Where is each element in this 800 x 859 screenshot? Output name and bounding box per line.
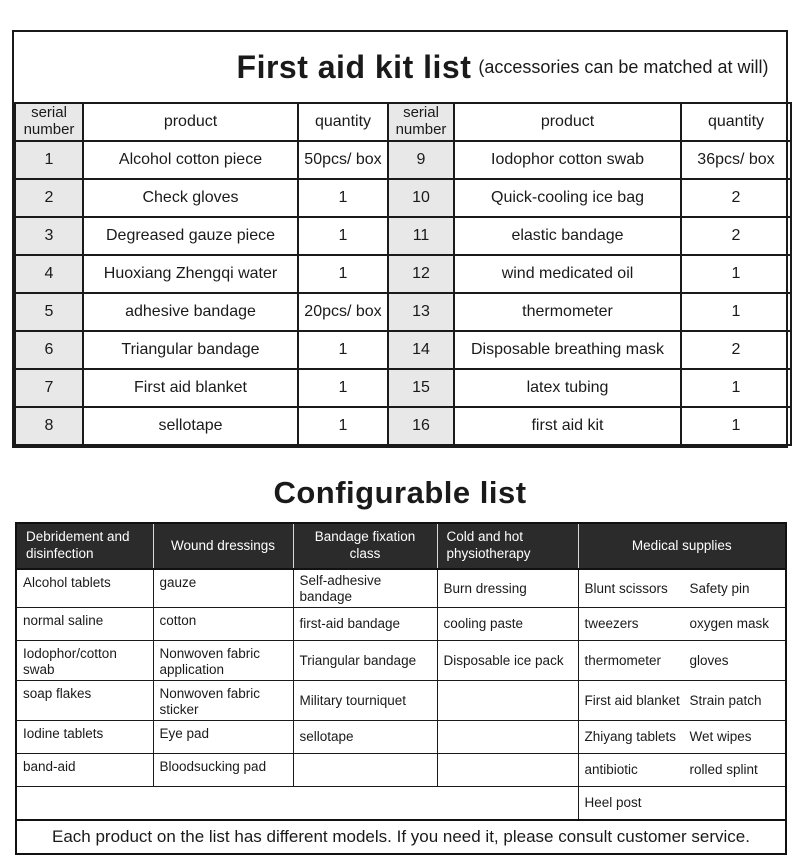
product-cell: Disposable breathing mask	[454, 331, 681, 369]
product-cell: Alcohol cotton piece	[83, 141, 298, 179]
table-row	[15, 407, 791, 445]
footer-note: Each product on the list has different models. If you need it, please consult customer service.	[16, 820, 786, 854]
column-header-debridement: Debridement and disinfection	[16, 523, 153, 569]
quantity-cell: 2	[681, 331, 791, 369]
config-cell: Heel post	[578, 787, 786, 820]
table-row	[16, 569, 786, 608]
quantity-cell: 2	[681, 179, 791, 217]
config-cell	[437, 681, 578, 721]
table-row	[15, 217, 791, 255]
serial-cell: 12	[388, 255, 454, 293]
config-cell: Wet wipes	[689, 729, 752, 745]
config-cell-pair	[578, 681, 786, 721]
table-row	[16, 754, 786, 787]
config-cell: first-aid bandage	[293, 608, 437, 641]
product-cell: Quick-cooling ice bag	[454, 179, 681, 217]
config-cell: gloves	[689, 652, 729, 668]
config-cell: First aid blanket	[584, 692, 680, 708]
column-header-serial-right: serial number	[388, 103, 454, 141]
config-cell: Self-adhesive bandage	[293, 569, 437, 608]
column-header-medical-supplies: Medical supplies	[578, 523, 786, 569]
serial-cell: 6	[15, 331, 83, 369]
config-cell: Eye pad	[153, 721, 293, 754]
product-cell: adhesive bandage	[83, 293, 298, 331]
quantity-cell: 1	[298, 407, 388, 445]
config-cell-pair	[578, 608, 786, 641]
serial-cell: 9	[388, 141, 454, 179]
config-cell: rolled splint	[689, 762, 758, 778]
config-cell: Iodophor/cotton swab	[16, 641, 153, 681]
config-cell: antibiotic	[584, 762, 638, 778]
config-cell	[293, 754, 437, 787]
config-cell: gauze	[153, 569, 293, 608]
config-cell: normal saline	[16, 608, 153, 641]
product-cell: first aid kit	[454, 407, 681, 445]
config-cell: Disposable ice pack	[437, 641, 578, 681]
quantity-cell: 1	[681, 407, 791, 445]
config-cell: Nonwoven fabric sticker	[153, 681, 293, 721]
table-row	[16, 681, 786, 721]
serial-cell: 10	[388, 179, 454, 217]
quantity-cell: 20pcs/ box	[298, 293, 388, 331]
config-cell: soap flakes	[16, 681, 153, 721]
config-cell: cotton	[153, 608, 293, 641]
serial-cell: 14	[388, 331, 454, 369]
product-cell: Check gloves	[83, 179, 298, 217]
quantity-cell: 1	[298, 217, 388, 255]
config-cell: thermometer	[584, 652, 662, 668]
product-cell: thermometer	[454, 293, 681, 331]
config-cell: Zhiyang tablets	[584, 729, 677, 745]
serial-cell: 8	[15, 407, 83, 445]
table-row	[15, 293, 791, 331]
configurable-list-table	[15, 522, 787, 855]
config-cell: Blunt scissors	[584, 580, 668, 596]
configurable-list-title: Configurable list	[273, 475, 527, 510]
page-title-block	[14, 32, 786, 102]
product-cell: Triangular bandage	[83, 331, 298, 369]
table-row	[15, 179, 791, 217]
table-row	[16, 721, 786, 754]
column-header-product-left: product	[83, 103, 298, 141]
column-header-quantity-right: quantity	[681, 103, 791, 141]
product-cell: wind medicated oil	[454, 255, 681, 293]
first-aid-kit-section	[12, 30, 788, 448]
config-header-row	[16, 523, 786, 569]
serial-cell: 15	[388, 369, 454, 407]
column-header-serial-left: serial number	[15, 103, 83, 141]
first-aid-kit-table	[14, 102, 792, 446]
config-cell-pair	[578, 721, 786, 754]
serial-cell: 4	[15, 255, 83, 293]
config-cell: Triangular bandage	[293, 641, 437, 681]
quantity-cell: 1	[298, 255, 388, 293]
product-cell: Degreased gauze piece	[83, 217, 298, 255]
config-cell: Safety pin	[689, 580, 750, 596]
config-cell	[437, 754, 578, 787]
serial-cell: 13	[388, 293, 454, 331]
serial-cell: 5	[15, 293, 83, 331]
config-cell: cooling paste	[437, 608, 578, 641]
config-cell: oxygen mask	[689, 616, 770, 632]
quantity-cell: 1	[298, 369, 388, 407]
column-header-product-right: product	[454, 103, 681, 141]
page-title: First aid kit list	[236, 48, 472, 85]
table-row	[16, 608, 786, 641]
config-cell: tweezers	[584, 616, 639, 632]
product-cell: latex tubing	[454, 369, 681, 407]
quantity-cell: 1	[298, 179, 388, 217]
config-cell: Nonwoven fabric application	[153, 641, 293, 681]
merged-empty-cell	[16, 787, 578, 820]
table-row	[16, 641, 786, 681]
table-row	[15, 331, 791, 369]
footer-row	[16, 820, 786, 854]
config-cell: Strain patch	[689, 692, 762, 708]
quantity-cell: 2	[681, 217, 791, 255]
quantity-cell: 1	[681, 369, 791, 407]
config-cell-pair	[578, 754, 786, 787]
config-cell	[437, 721, 578, 754]
serial-cell: 7	[15, 369, 83, 407]
config-cell: Military tourniquet	[293, 681, 437, 721]
serial-cell: 16	[388, 407, 454, 445]
quantity-cell: 1	[298, 331, 388, 369]
quantity-cell: 1	[681, 255, 791, 293]
config-cell-pair	[578, 569, 786, 608]
quantity-cell: 1	[681, 293, 791, 331]
page-subtitle: (accessories can be matched at will)	[478, 56, 769, 77]
column-header-quantity-left: quantity	[298, 103, 388, 141]
config-cell: band-aid	[16, 754, 153, 787]
product-cell: First aid blanket	[83, 369, 298, 407]
config-cell: Burn dressing	[437, 569, 578, 608]
product-cell: Iodophor cotton swab	[454, 141, 681, 179]
config-cell-pair	[578, 641, 786, 681]
product-cell: sellotape	[83, 407, 298, 445]
table-row	[15, 255, 791, 293]
column-header-wound-dressings: Wound dressings	[153, 523, 293, 569]
config-cell: Alcohol tablets	[16, 569, 153, 608]
serial-cell: 11	[388, 217, 454, 255]
table-row	[15, 369, 791, 407]
product-cell: elastic bandage	[454, 217, 681, 255]
config-cell: sellotape	[293, 721, 437, 754]
serial-cell: 2	[15, 179, 83, 217]
heel-post-row	[16, 787, 786, 820]
config-cell: Bloodsucking pad	[153, 754, 293, 787]
serial-cell: 3	[15, 217, 83, 255]
column-header-cold-hot: Cold and hot physiotherapy	[437, 523, 578, 569]
quantity-cell: 36pcs/ box	[681, 141, 791, 179]
config-cell: Iodine tablets	[16, 721, 153, 754]
quantity-cell: 50pcs/ box	[298, 141, 388, 179]
product-cell: Huoxiang Zhengqi water	[83, 255, 298, 293]
kit-header-row	[15, 103, 791, 141]
column-header-bandage-fixation: Bandage fixation class	[293, 523, 437, 569]
serial-cell: 1	[15, 141, 83, 179]
table-row	[15, 141, 791, 179]
